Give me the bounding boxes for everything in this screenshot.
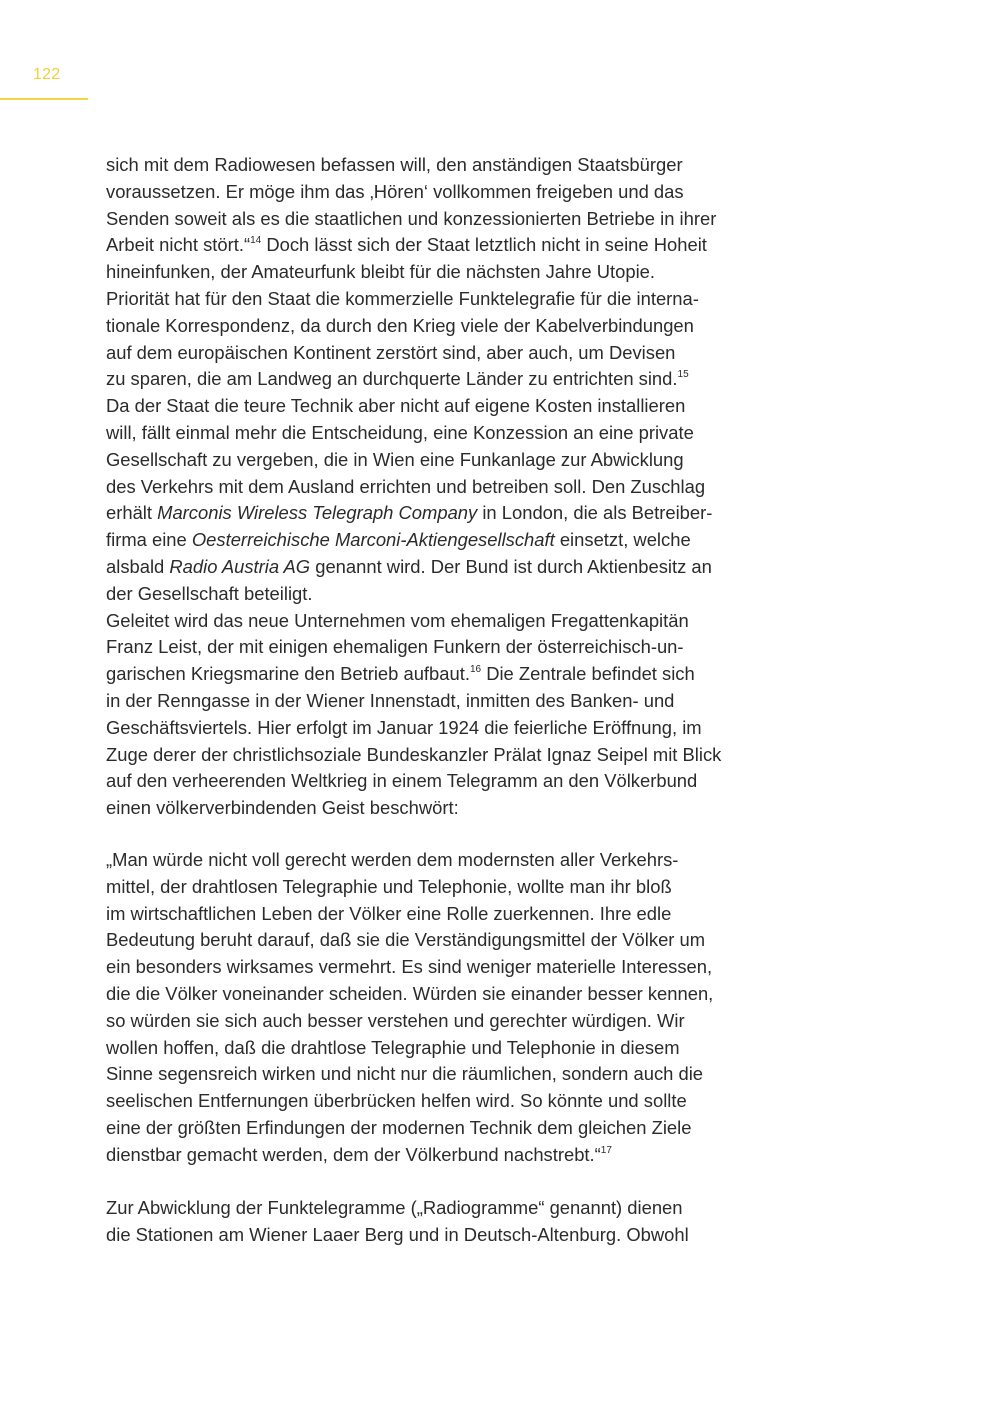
text-run: zu sparen, die am Landweg an durchquerte Länder zu entrichten sind. — [106, 368, 678, 390]
text-run: voraussetzen. Er möge ihm das ‚Hören‘ vollkommen freigeben und das — [106, 180, 684, 202]
text-line — [106, 527, 786, 554]
text-run: Zuge derer der christlichsoziale Bundeskanzler Prälat Ignaz Seipel mit Blick — [106, 743, 722, 765]
text-run: erhält — [106, 502, 158, 524]
text-run: des Verkehrs mit dem Ausland errichten und betreiben soll. Den Zuschlag — [106, 475, 706, 497]
text-run: Franz Leist, der mit einigen ehemaligen Funkern der österreichisch-un- — [106, 636, 684, 658]
text-run: einsetzt, welche — [554, 529, 691, 551]
text-line — [106, 554, 786, 581]
text-line — [106, 152, 786, 179]
text-line — [106, 366, 786, 393]
text-run: wollen hoffen, daß die drahtlose Telegraphie und Telephonie in diesem — [106, 1036, 680, 1058]
text-run: Geschäftsviertels. Hier erfolgt im Januar 1924 die feierliche Eröffnung, im — [106, 716, 702, 738]
text-line — [106, 474, 786, 501]
text-line — [106, 340, 786, 367]
text-line — [106, 259, 786, 286]
text-line — [106, 179, 786, 206]
text-run: firma eine — [106, 529, 192, 551]
page-number: 122 — [33, 66, 61, 83]
text-line — [106, 1142, 786, 1169]
text-line — [106, 313, 786, 340]
text-line — [106, 581, 786, 608]
text-run: Sinne segensreich wirken und nicht nur die räumlichen, sondern auch die — [106, 1063, 704, 1085]
text-line — [106, 874, 786, 901]
text-line — [106, 634, 786, 661]
text-run: genannt wird. Der Bund ist durch Aktienbesitz an — [310, 555, 712, 577]
text-run: will, fällt einmal mehr die Entscheidung, eine Konzession an eine private — [106, 421, 694, 443]
text-line — [106, 1115, 786, 1142]
text-line — [106, 500, 786, 527]
text-line — [106, 715, 786, 742]
text-run: im wirtschaftlichen Leben der Völker eine Rolle zuerkennen. Ihre edle — [106, 902, 672, 924]
text-run: alsbald — [106, 555, 170, 577]
text-run: der Gesellschaft beteiligt. — [106, 582, 313, 604]
text-run: „Man würde nicht voll gerecht werden dem modernsten aller Verkehrs- — [106, 849, 679, 870]
text-run: sich mit dem Radiowesen befassen will, den anständigen Staatsbürger — [106, 154, 683, 175]
text-run: Da der Staat die teure Technik aber nicht auf eigene Kosten installieren — [106, 395, 686, 417]
text-run: garischen Kriegsmarine den Betrieb aufbaut. — [106, 663, 470, 685]
text-run: einen völkerverbindenden Geist beschwört: — [106, 797, 459, 819]
text-run: seelischen Entfernungen überbrücken helfen wird. So könnte und sollte — [106, 1090, 687, 1112]
text-line — [106, 1061, 786, 1088]
text-line — [106, 688, 786, 715]
italic-name: Marconis Wireless Telegraph Company — [157, 502, 478, 524]
text-line — [106, 1035, 786, 1062]
text-line — [106, 847, 786, 874]
text-line — [106, 901, 786, 928]
text-line — [106, 393, 786, 420]
text-line — [106, 420, 786, 447]
footnote-marker: 15 — [677, 369, 689, 381]
text-line — [106, 1088, 786, 1115]
text-run: die Stationen am Wiener Laaer Berg und in Deutsch-Altenburg. Obwohl — [106, 1223, 689, 1245]
body-paragraph-closing — [106, 1195, 786, 1249]
text-line — [106, 742, 786, 769]
italic-name: Radio Austria AG — [169, 555, 311, 577]
text-line — [106, 927, 786, 954]
text-run: ein besonders wirksames vermehrt. Es sind weniger materielle Interessen, — [106, 956, 713, 978]
text-run: die die Völker voneinander scheiden. Würden sie einander besser kennen, — [106, 982, 714, 1004]
footnote-marker: 14 — [250, 235, 262, 247]
text-run: Geleitet wird das neue Unternehmen vom ehemaligen Fregattenkapitän — [106, 609, 689, 631]
text-run: auf den verheerenden Weltkrieg in einem Telegramm an den Völkerbund — [106, 770, 698, 792]
text-run: Arbeit nicht stört.“ — [106, 234, 251, 256]
text-line — [106, 447, 786, 474]
text-line — [106, 795, 786, 822]
text-line — [106, 608, 786, 635]
text-line — [106, 981, 786, 1008]
text-line — [106, 1008, 786, 1035]
text-run: so würden sie sich auch besser verstehen und gerechter würdigen. Wir — [106, 1009, 685, 1031]
text-line — [106, 1222, 786, 1249]
text-run: Gesellschaft zu vergeben, die in Wien eine Funkanlage zur Abwicklung — [106, 448, 684, 470]
text-run: Senden soweit als es die staatlichen und konzessionierten Betriebe in ihrer — [106, 207, 717, 229]
text-line — [106, 768, 786, 795]
text-line — [106, 206, 786, 233]
italic-name: Oesterreichische Marconi-Aktiengesellschaft — [191, 529, 555, 551]
text-run: mittel, der drahtlosen Telegraphie und Telephonie, wollte man ihr bloß — [106, 875, 672, 897]
page-number-rule — [0, 98, 88, 100]
text-run: dienstbar gemacht werden, dem der Völkerbund nachstrebt.“ — [106, 1143, 601, 1165]
block-quote-seipel — [106, 847, 786, 1169]
text-line — [106, 1195, 786, 1222]
text-line — [106, 286, 786, 313]
body-paragraph-main — [106, 152, 786, 822]
text-run: Priorität hat für den Staat die kommerzielle Funktelegrafie für die interna- — [106, 287, 699, 309]
text-run: Bedeutung beruht darauf, daß sie die Verständigungsmittel der Völker um — [106, 929, 706, 951]
text-run: hineinfunken, der Amateurfunk bleibt für die nächsten Jahre Utopie. — [106, 261, 655, 283]
footnote-marker: 17 — [600, 1144, 612, 1156]
text-run: auf dem europäischen Kontinent zerstört sind, aber auch, um Devisen — [106, 341, 676, 363]
text-run: in London, die als Betreiber- — [477, 502, 713, 524]
text-line — [106, 661, 786, 688]
text-run: in der Renngasse in der Wiener Innenstadt, inmitten des Banken- und — [106, 689, 675, 711]
text-run: Zur Abwicklung der Funktelegramme („Radiogramme“ genannt) dienen — [106, 1197, 683, 1218]
text-run: eine der größten Erfindungen der modernen Technik dem gleichen Ziele — [106, 1116, 692, 1138]
text-line — [106, 232, 786, 259]
text-run: Die Zentrale befindet sich — [481, 663, 695, 685]
text-run: tionale Korrespondenz, da durch den Krieg viele der Kabelverbindungen — [106, 314, 694, 336]
text-line — [106, 954, 786, 981]
footnote-marker: 16 — [469, 664, 482, 676]
text-run: Doch lässt sich der Staat letztlich nicht in seine Hoheit — [261, 234, 707, 256]
